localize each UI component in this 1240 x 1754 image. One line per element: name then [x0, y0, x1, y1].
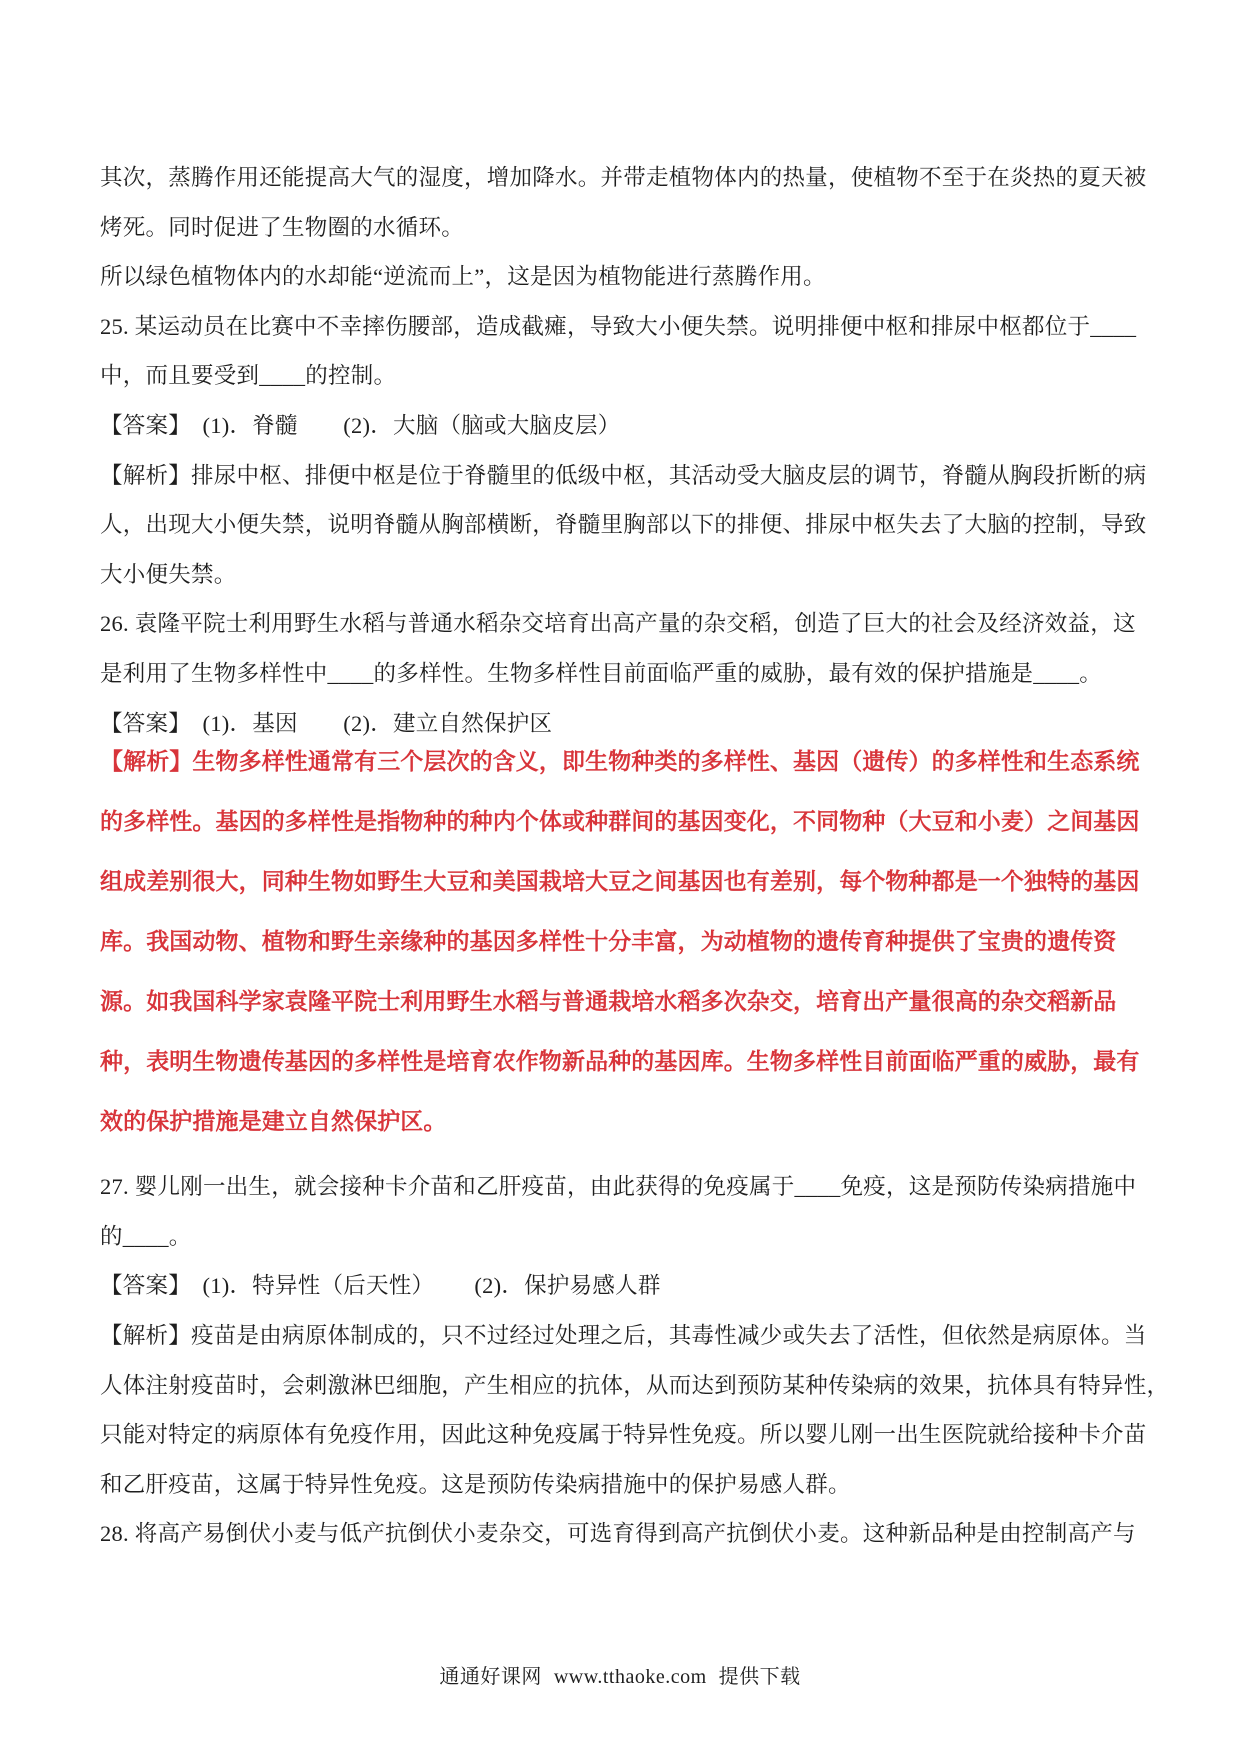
analysis-26-line-4: 库。我国动物、植物和野生亲缘种的基因多样性十分丰富，为动植物的遗传育种提供了宝贵的遗传资 [100, 929, 1117, 955]
footer-download-label: 提供下载 [718, 1666, 801, 1688]
analysis-25-line-1: 【解析】排尿中枢、排便中枢是位于脊髓里的低级中枢，其活动受大脑皮层的调节，脊髓从胸段折断的病 [100, 462, 1147, 488]
question-block-black-2 [100, 1162, 1170, 1559]
analysis-26-line-5: 源。如我国科学家袁隆平院士利用野生水稻与普通栽培水稻多次杂交，培育出产量很高的杂交稻新品 [100, 989, 1117, 1015]
paragraph-transpiration-line-1: 其次，蒸腾作用还能提高大气的湿度，增加降水。并带走植物体内的热量，使植物不至于在炎热的夏天被 [100, 165, 1147, 190]
question-27-line-1: 27. 婴儿刚一出生，就会接种卡介苗和乙肝疫苗，由此获得的免疫属于____免疫，这是预防传染病措施中 [100, 1174, 1137, 1200]
footer-url: www.tthaoke.com [553, 1666, 707, 1688]
analysis-27-line-1: 【解析】疫苗是由病原体制成的，只不过经过处理之后，其毒性减少或失去了活性，但依然是病原体。当 [100, 1322, 1147, 1348]
analysis-27-line-2: 人体注射疫苗时，会刺激淋巴细胞，产生相应的抗体，从而达到预防某种传染病的效果，抗体具有特异性， [100, 1372, 1170, 1398]
question-25-line-1: 25. 某运动员在比赛中不幸摔伤腰部，造成截瘫，导致大小便失禁。说明排便中枢和排尿中枢都位于____ [100, 313, 1137, 339]
page-content [100, 153, 1170, 1559]
analysis-25-line-3: 大小便失禁。 [100, 561, 237, 587]
analysis-27-line-3: 只能对特定的病原体有免疫作用，因此这种免疫属于特异性免疫。所以婴儿刚一出生医院就给接种卡介苗 [100, 1422, 1147, 1448]
question-block-black-1 [100, 153, 1145, 748]
question-28-line-1: 28. 将高产易倒伏小麦与低产抗倒伏小麦杂交，可选育得到高产抗倒伏小麦。这种新品种是由控制高产与 [100, 1521, 1136, 1547]
question-25-line-2: 中，而且要受到____的控制。 [100, 363, 397, 389]
page-footer [0, 1660, 1240, 1689]
analysis-26-line-7: 效的保护措施是建立自然保护区。 [100, 1109, 447, 1135]
question-26-line-2: 是利用了生物多样性中____的多样性。生物多样性目前面临严重的威胁，最有效的保护措施是____。 [100, 660, 1103, 686]
analysis-26-line-6: 种，表明生物遗传基因的多样性是培育农作物新品种的基因库。生物多样性目前面临严重的威胁，最有 [100, 1049, 1140, 1075]
answer-26: 【答案】 (1)．基因 (2)．建立自然保护区 [100, 710, 553, 736]
paragraph-transpiration-conclusion: 所以绿色植物体内的水却能“逆流而上”，这是因为植物能进行蒸腾作用。 [100, 264, 826, 290]
analysis-26-red-block [100, 732, 1145, 1152]
analysis-26-line-2: 的多样性。基因的多样性是指物种的种内个体或种群间的基因变化，不同物种（大豆和小麦）之间基因 [100, 809, 1140, 835]
analysis-27-line-4: 和乙肝疫苗，这属于特异性免疫。这是预防传染病措施中的保护易感人群。 [100, 1471, 851, 1497]
analysis-26-line-3: 组成差别很大，同种生物如野生大豆和美国栽培大豆之间基因也有差别，每个物种都是一个独特的基因 [100, 869, 1140, 895]
analysis-25-line-2: 人，出现大小便失禁，说明脊髓从胸部横断，脊髓里胸部以下的排便、排尿中枢失去了大脑的控制，导致 [100, 512, 1147, 538]
paragraph-transpiration-line-2: 烤死。同时促进了生物圈的水循环。 [100, 214, 465, 240]
question-27-line-2: 的____。 [100, 1223, 192, 1249]
answer-27: 【答案】 (1)．特异性（后天性） (2)．保护易感人群 [100, 1273, 661, 1299]
answer-25: 【答案】 (1)．脊髓 (2)．大脑（脑或大脑皮层） [100, 412, 621, 438]
analysis-26-line-1: 【解析】生物多样性通常有三个层次的含义，即生物种类的多样性、基因（遗传）的多样性和生态系统 [100, 749, 1140, 775]
question-26-line-1: 26. 袁隆平院士利用野生水稻与普通水稻杂交培育出高产量的杂交稻，创造了巨大的社会及经济效益，这 [100, 611, 1136, 637]
footer-site-name: 通通好课网 [439, 1666, 542, 1688]
